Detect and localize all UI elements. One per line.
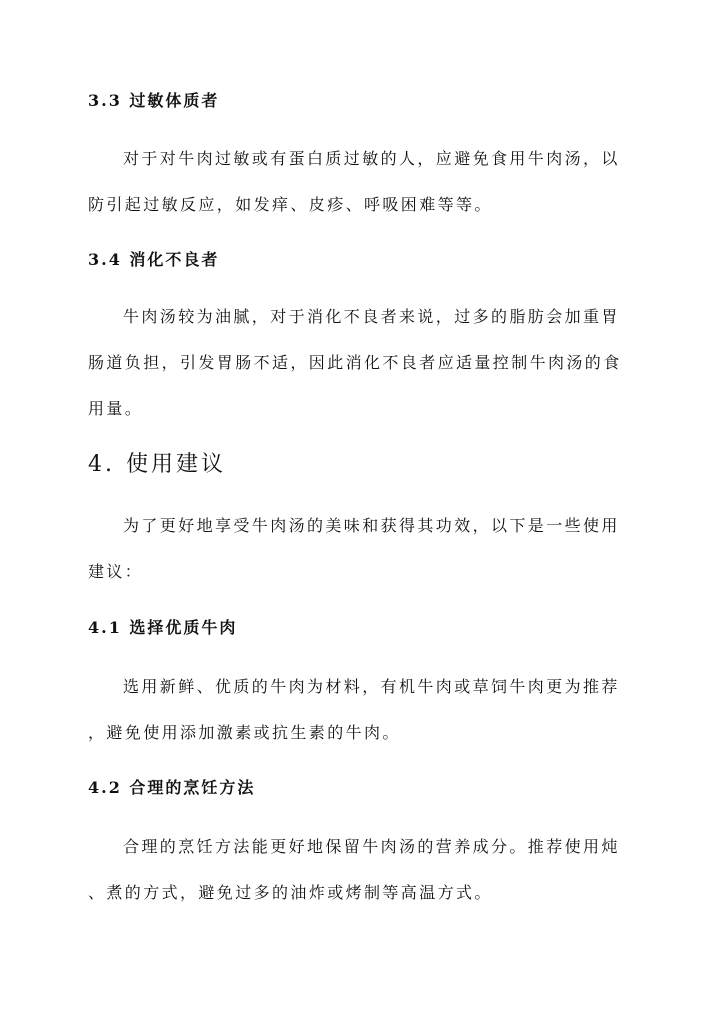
chapter-number: 4. (88, 452, 115, 477)
paragraph-line: 牛肉汤较为油腻，对于消化不良者来说，过多的脂肪会加重胃 (123, 307, 620, 326)
paragraph-4-1 (88, 664, 632, 756)
chapter-heading-4 (88, 451, 226, 479)
section-heading-3-3: 3.3 过敏体质者 (88, 91, 220, 110)
paragraph-line: 肠道负担，引发胃肠不适，因此消化不良者应适量控制牛肉汤的食 (88, 353, 622, 372)
paragraph-4 (88, 503, 632, 595)
paragraph-4-2 (88, 824, 632, 916)
paragraph-line: 为了更好地享受牛肉汤的美味和获得其功效，以下是一些使用 (123, 516, 620, 535)
paragraph-3-3 (88, 136, 632, 228)
paragraph-3-4 (88, 294, 632, 432)
section-heading-3-4: 3.4 消化不良者 (88, 250, 220, 269)
paragraph-line: 对于对牛肉过敏或有蛋白质过敏的人，应避免食用牛肉汤，以 (123, 149, 620, 168)
section-heading-4-1: 4.1 选择优质牛肉 (88, 618, 238, 637)
paragraph-line: 选用新鲜、优质的牛肉为材料，有机牛肉或草饲牛肉更为推荐 (123, 677, 620, 696)
paragraph-line: 用量。 (88, 399, 144, 418)
paragraph-line: 建议： (88, 562, 144, 581)
paragraph-line: 、煮的方式，避免过多的油炸或烤制等高温方式。 (88, 883, 493, 902)
chapter-title: 使用建议 (126, 452, 227, 477)
paragraph-line: 合理的烹饪方法能更好地保留牛肉汤的营养成分。推荐使用炖 (123, 837, 620, 856)
paragraph-line: ，避免使用添加激素或抗生素的牛肉。 (88, 723, 401, 742)
paragraph-line: 防引起过敏反应，如发痒、皮疹、呼吸困难等等。 (88, 195, 493, 214)
section-heading-4-2: 4.2 合理的烹饪方法 (88, 778, 256, 797)
